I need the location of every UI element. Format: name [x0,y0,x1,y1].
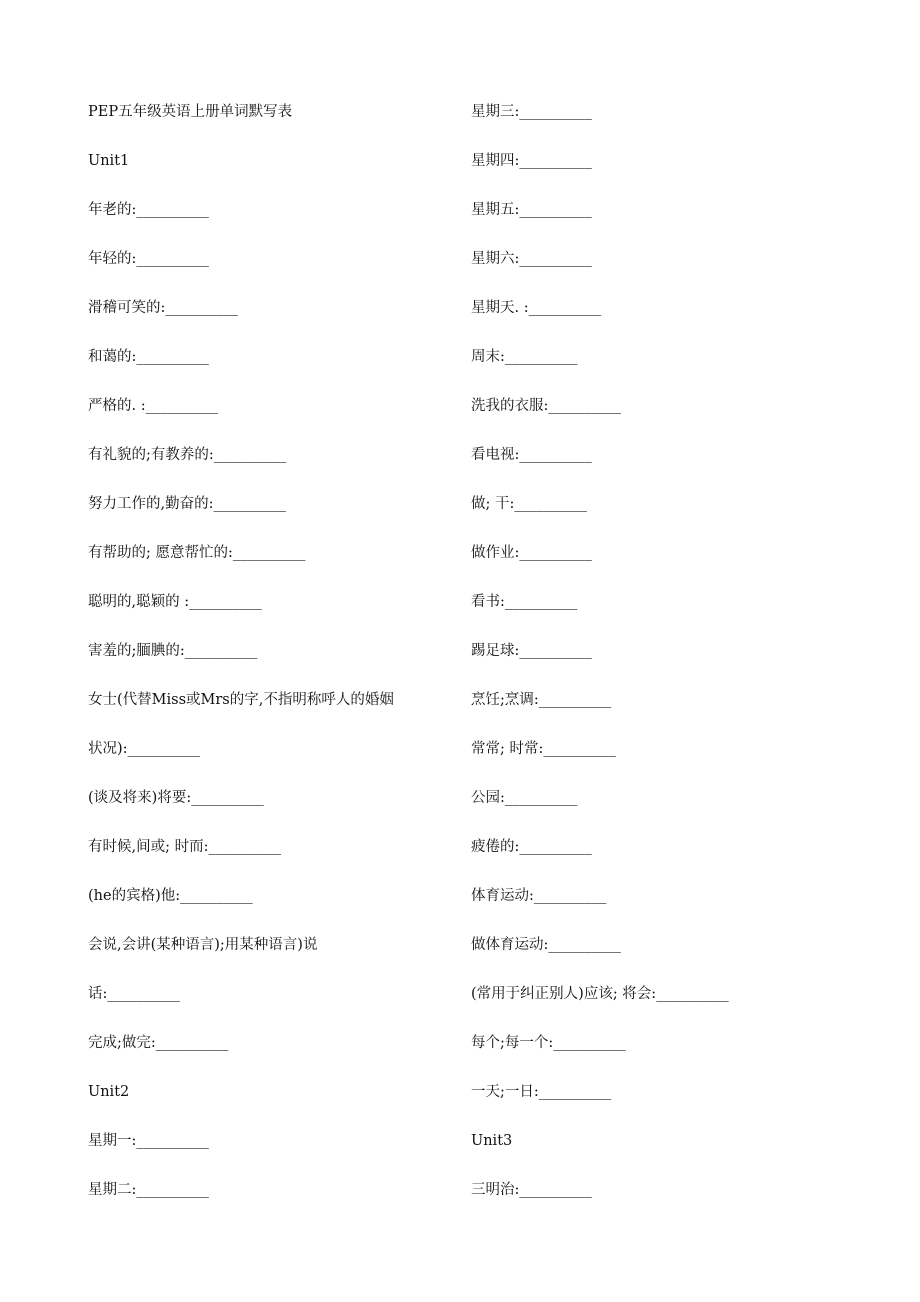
right-column-line: 看电视:__________ [471,447,592,463]
left-column-line: 严格的. :__________ [88,398,219,414]
left-column-line: 星期二:__________ [88,1182,209,1198]
left-column-line: 女士(代替Miss或Mrs的字,不指明称呼人的婚姻 [88,692,394,708]
left-column-line: 会说,会讲(某种语言);用某种语言)说 [88,937,318,953]
left-column-line: 话:__________ [88,986,180,1002]
left-column-line: 努力工作的,勤奋的:__________ [88,496,286,512]
right-column-line: 每个;每一个:__________ [471,1035,626,1051]
right-column-line: (常用于纠正别人)应该; 将会:__________ [471,986,729,1002]
left-column-line: 有礼貌的;有教养的:__________ [88,447,287,463]
left-column-line: 害羞的;腼腆的:__________ [88,643,258,659]
left-column-line: (he的宾格)他:__________ [88,888,253,904]
right-column-line: 看书:__________ [471,594,578,610]
right-column-line: 烹饪;烹调:__________ [471,692,612,708]
right-column-line: 星期天. :__________ [471,300,602,316]
left-column-line: 年老的:__________ [88,202,209,218]
right-column-line: 做; 干:__________ [471,496,587,512]
left-column [88,98,488,1225]
right-column-line: 星期四:__________ [471,153,592,169]
right-column [471,98,871,1225]
right-column-line: 常常; 时常:__________ [471,741,616,757]
right-column-line: 星期六:__________ [471,251,592,267]
right-column-line: Unit3 [471,1133,513,1149]
left-column-line: 有时候,间或; 时而:__________ [88,839,281,855]
right-column-line: 做作业:__________ [471,545,592,561]
left-column-line: Unit2 [88,1084,130,1100]
left-column-line: PEP五年级英语上册单词默写表 [88,104,293,120]
right-column-line: 体育运动:__________ [471,888,607,904]
left-column-line: 有帮助的; 愿意帮忙的:__________ [88,545,306,561]
right-column-line: 星期三:__________ [471,104,592,120]
right-column-line: 周末:__________ [471,349,578,365]
right-column-line: 疲倦的:__________ [471,839,592,855]
left-column-line: Unit1 [88,153,130,169]
left-column-line: 年轻的:__________ [88,251,209,267]
right-column-line: 公园:__________ [471,790,578,806]
right-column-line: 做体育运动:__________ [471,937,621,953]
left-column-line: 完成;做完:__________ [88,1035,229,1051]
right-column-line: 一天;一日:__________ [471,1084,612,1100]
left-column-line: 和蔼的:__________ [88,349,209,365]
left-column-line: 星期一:__________ [88,1133,209,1149]
right-column-line: 洗我的衣服:__________ [471,398,621,414]
left-column-line: 滑稽可笑的:__________ [88,300,238,316]
right-column-line: 星期五:__________ [471,202,592,218]
left-column-line: 状况):__________ [88,741,201,757]
left-column-line: 聪明的,聪颖的 :__________ [88,594,262,610]
left-column-line: (谈及将来)将要:__________ [88,790,264,806]
right-column-line: 踢足球:__________ [471,643,592,659]
right-column-line: 三明治:__________ [471,1182,592,1198]
